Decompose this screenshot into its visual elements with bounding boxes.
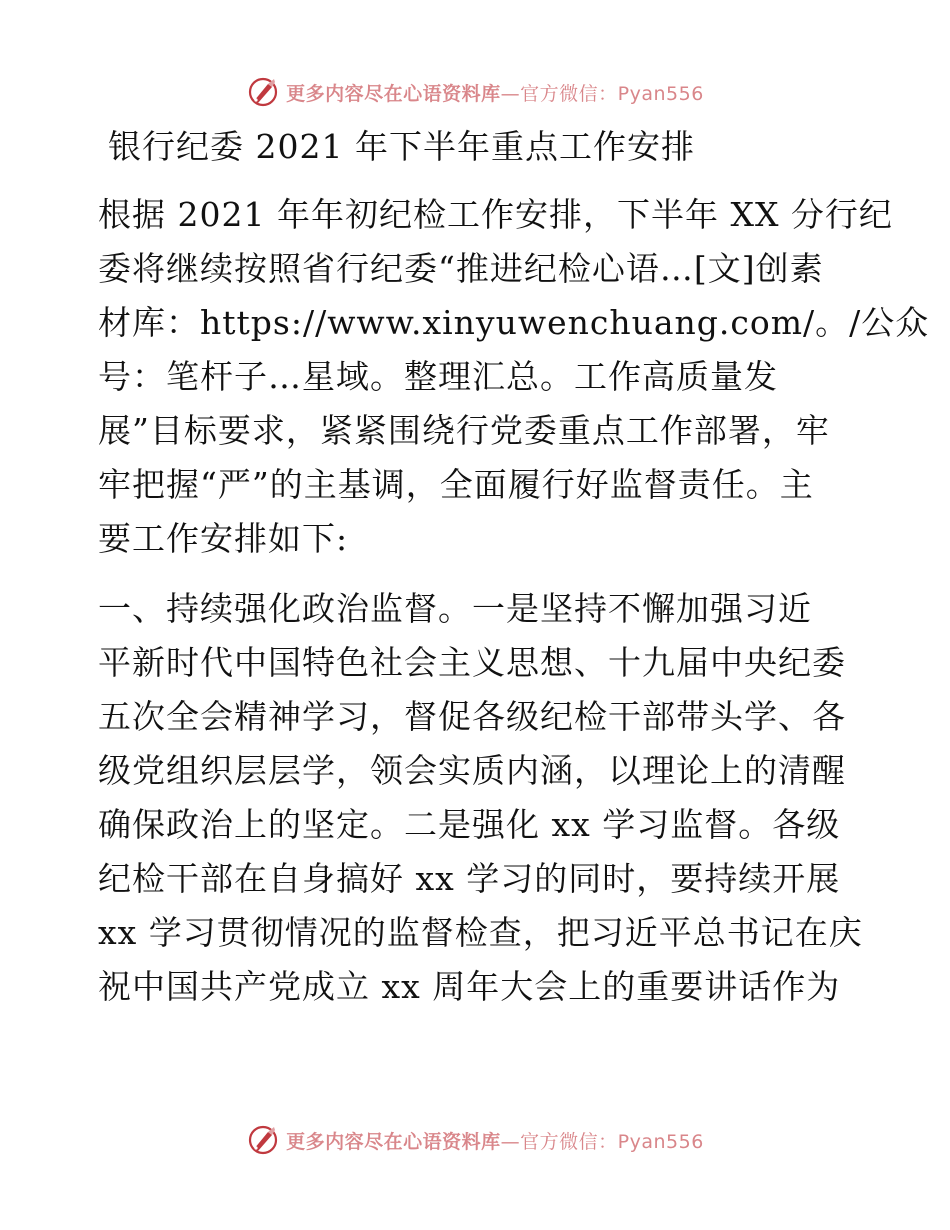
- text-line: 一、持续强化政治监督。一是坚持不懈加强习近: [98, 589, 812, 628]
- text-line: 级党组织层层学，领会实质内涵，以理论上的清醒: [98, 751, 846, 790]
- banner-text: 更多内容尽在心语资料库—官方微信：Pyan556: [286, 1130, 704, 1153]
- text-line: 五次全会精神学习，督促各级纪检干部带头学、各: [98, 697, 846, 736]
- text-line: 号：笔杆子…星域。整理汇总。工作高质量发: [98, 357, 778, 396]
- pen-logo-icon: [246, 75, 280, 109]
- paragraph-intro: [98, 188, 930, 566]
- text-line: 祝中国共产党成立 xx 周年大会上的重要讲话作为: [98, 967, 841, 1006]
- header-banner: [0, 72, 950, 112]
- text-line: 纪检干部在自身搞好 xx 学习的同时，要持续开展: [98, 859, 841, 898]
- document-title: 银行纪委 2021 年下半年重点工作安排: [108, 127, 695, 166]
- text-line: 展”目标要求，紧紧围绕行党委重点工作部署，牢: [98, 411, 830, 450]
- text-line: 根据 2021 年年初纪检工作安排，下半年 XX 分行纪: [98, 195, 893, 234]
- banner-text: 更多内容尽在心语资料库—官方微信：Pyan556: [286, 82, 704, 105]
- text-line: 牢把握“严”的主基调，全面履行好监督责任。主: [98, 465, 814, 504]
- pen-logo-icon: [246, 1123, 280, 1157]
- document-body: [98, 120, 930, 1014]
- text-line: 平新时代中国特色社会主义思想、十九届中央纪委: [98, 643, 846, 682]
- text-line: 材库：https://www.xinyuwenchuang.com/。/公众: [98, 303, 930, 342]
- text-line: 确保政治上的坚定。二是强化 xx 学习监督。各级: [98, 805, 841, 844]
- paragraph-section-one: [98, 582, 868, 1014]
- text-line: 委将继续按照省行纪委“推进纪检心语…[文]创素: [98, 249, 824, 288]
- footer-banner: [0, 1120, 950, 1160]
- text-line: 要工作安排如下:: [98, 519, 349, 558]
- text-line: xx 学习贯彻情况的监督检查，把习近平总书记在庆: [98, 913, 863, 952]
